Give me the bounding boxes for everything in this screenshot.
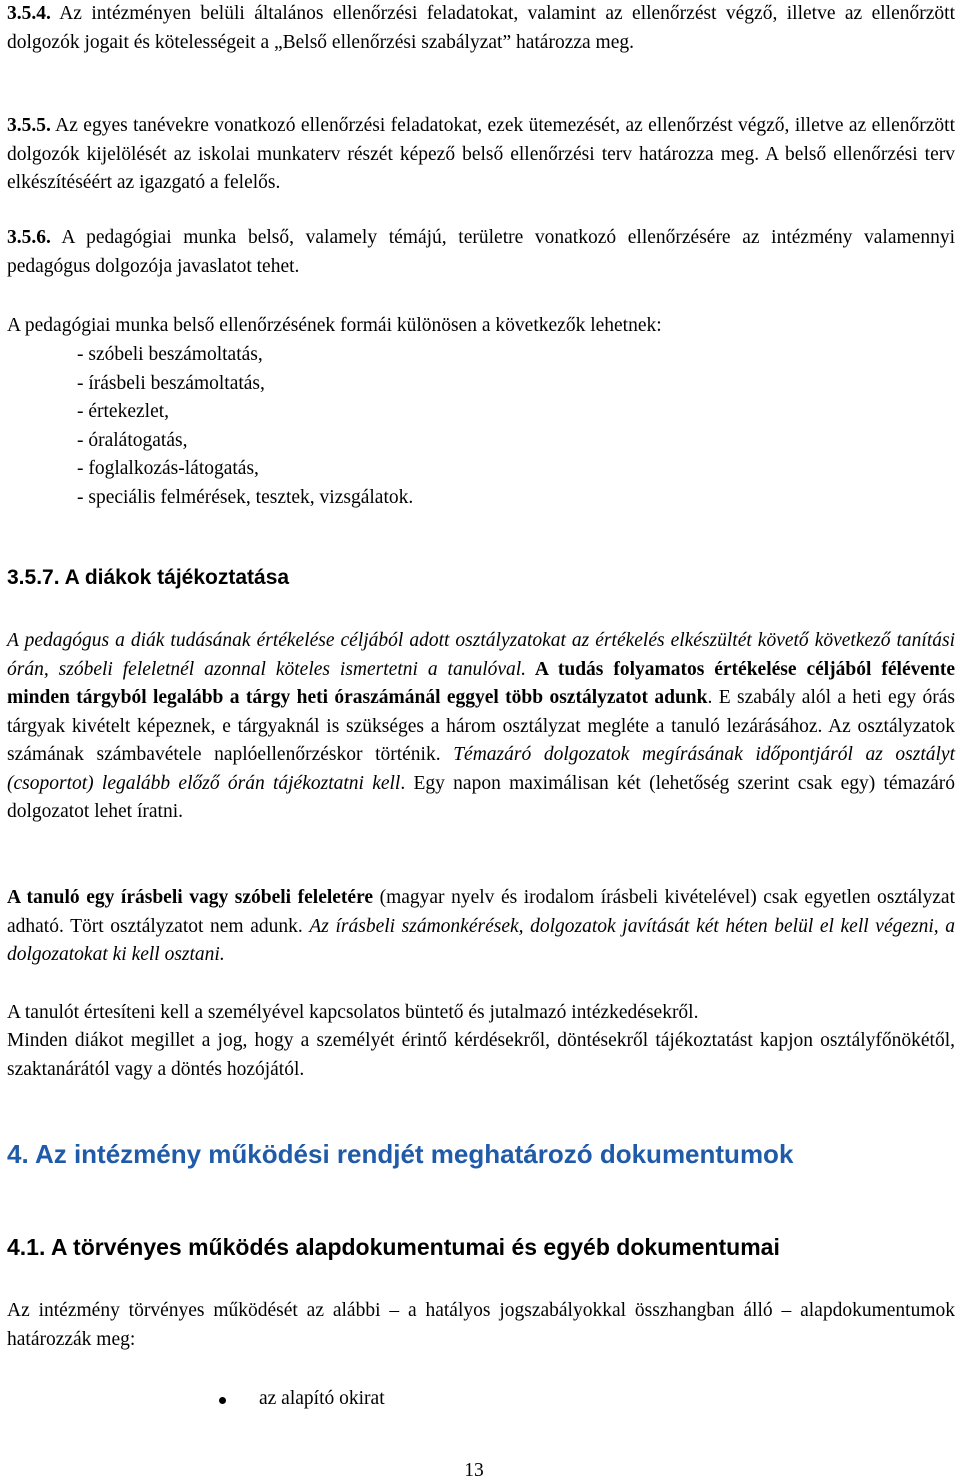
list-item: - szóbeli beszámoltatás,: [77, 344, 263, 365]
plain-text: (magyar nyelv és irodalom írásbeli kivételével) csak egyetlen osztályzat adható. Tört osztályzatot nem adunk.: [7, 887, 955, 937]
section-heading-3-5-7: 3.5.7. A diákok tájékoztatása: [7, 566, 290, 589]
page-number: 13: [464, 1460, 484, 1481]
documents-intro: Az intézmény törvényes működését az alábbi – a hatályos jogszabályokkal összhangban álló – alapdokumentumok határozzák meg:: [7, 1300, 955, 1350]
grading-paragraph: [7, 627, 955, 827]
section-text: Az egyes tanévekre vonatkozó ellenőrzési feladatokat, ezek ütemezését, az ellenőrzést végző, illetve az ellenőrzött dolgozók kijelölését az iskolai munkaterv részét képező belső ellenőrzési terv határozza meg. A belső ellenőrzési terv elkészítéséért az igazgató a felelős.: [7, 115, 955, 193]
bullet-item-founding-document: az alapító okirat: [259, 1388, 385, 1409]
forms-intro: A pedagógiai munka belső ellenőrzésének formái különösen a következők lehetnek:: [7, 315, 662, 336]
section-text: A pedagógiai munka belső, valamely témájú, területre vonatkozó ellenőrzésére az intézmény valamennyi pedagógus dolgozója javaslatot tehet.: [7, 227, 955, 277]
list-item: - óralátogatás,: [77, 429, 188, 451]
notice-line-2: Minden diákot megillet a jog, hogy a személyét érintő kérdésekről, döntésekről tájékoztatást kapjon osztályfőnökétől, szaktanárától vagy a döntés hozójától.: [7, 1030, 955, 1080]
bold-text: A tudás folyamatos értékelése céljából félévente minden tárgyból legalább a tárgy heti óraszámánál eggyel több osztályzatot adunk: [7, 658, 955, 708]
forms-list: [77, 341, 413, 512]
section-3-5-4: [7, 0, 955, 57]
section-heading-4-1: 4.1. A törvényes működés alapdokumentumai és egyéb dokumentumai: [7, 1234, 780, 1260]
chapter-heading-4: 4. Az intézmény működési rendjét meghatározó dokumentumok: [7, 1139, 794, 1169]
answer-paragraph: [7, 884, 955, 970]
italic-text: A pedagógus a diák tudásának értékelése céljából adott osztályzatokat az értékelés elkészültét követő következő tanítási órán, szóbeli feleletnél azonnal köteles ismertetni a tanulóval.: [7, 630, 955, 680]
section-number: 3.5.6.: [7, 227, 51, 248]
bullet-dot-icon: [219, 1397, 226, 1404]
plain-text: . E szabály alól a heti egy órás tárgyak kivételt képeznek, e tárgyaknál is szükséges a három osztályzat megléte a tanuló lezárásához. Az osztályzatok számának számbavétele naplóellenőrzéskor történik.: [7, 687, 955, 765]
section-text: Az intézményen belüli általános ellenőrzési feladatokat, valamint az ellenőrzést végző, illetve az ellenőrzött dolgozók jogait és kötelességeit a „Belső ellenőrzési szabályzat” határozza meg.: [7, 3, 955, 53]
list-item: - speciális felmérések, tesztek, vizsgálatok.: [77, 486, 414, 508]
plain-text: . Egy napon maximálisan két (lehetőség szerint csak egy) témazáró dolgozatot lehet íratni.: [7, 772, 956, 822]
section-3-5-5: [7, 112, 955, 198]
italic-text: Az írásbeli számonkérések, dolgozatok javítását két héten belül el kell végezni, a dolgozatokat ki kell osztani.: [7, 915, 955, 965]
list-item: - foglalkozás-látogatás,: [77, 458, 259, 479]
notice-line-1: A tanulót értesíteni kell a személyével kapcsolatos büntető és jutalmazó intézkedésekről.: [7, 1002, 699, 1023]
list-item: - értekezlet,: [77, 401, 170, 422]
bold-text: A tanuló egy írásbeli vagy szóbeli feleletére: [7, 887, 374, 908]
section-3-5-6: [7, 224, 955, 281]
section-number: 3.5.5.: [7, 115, 51, 136]
section-number: 3.5.4.: [7, 3, 51, 24]
list-item: - írásbeli beszámoltatás,: [77, 372, 265, 394]
italic-text: Témazáró dolgozatok megírásának időpontjáról az osztályt (csoportot) legalább előző órán tájékoztatni kell: [7, 744, 955, 794]
